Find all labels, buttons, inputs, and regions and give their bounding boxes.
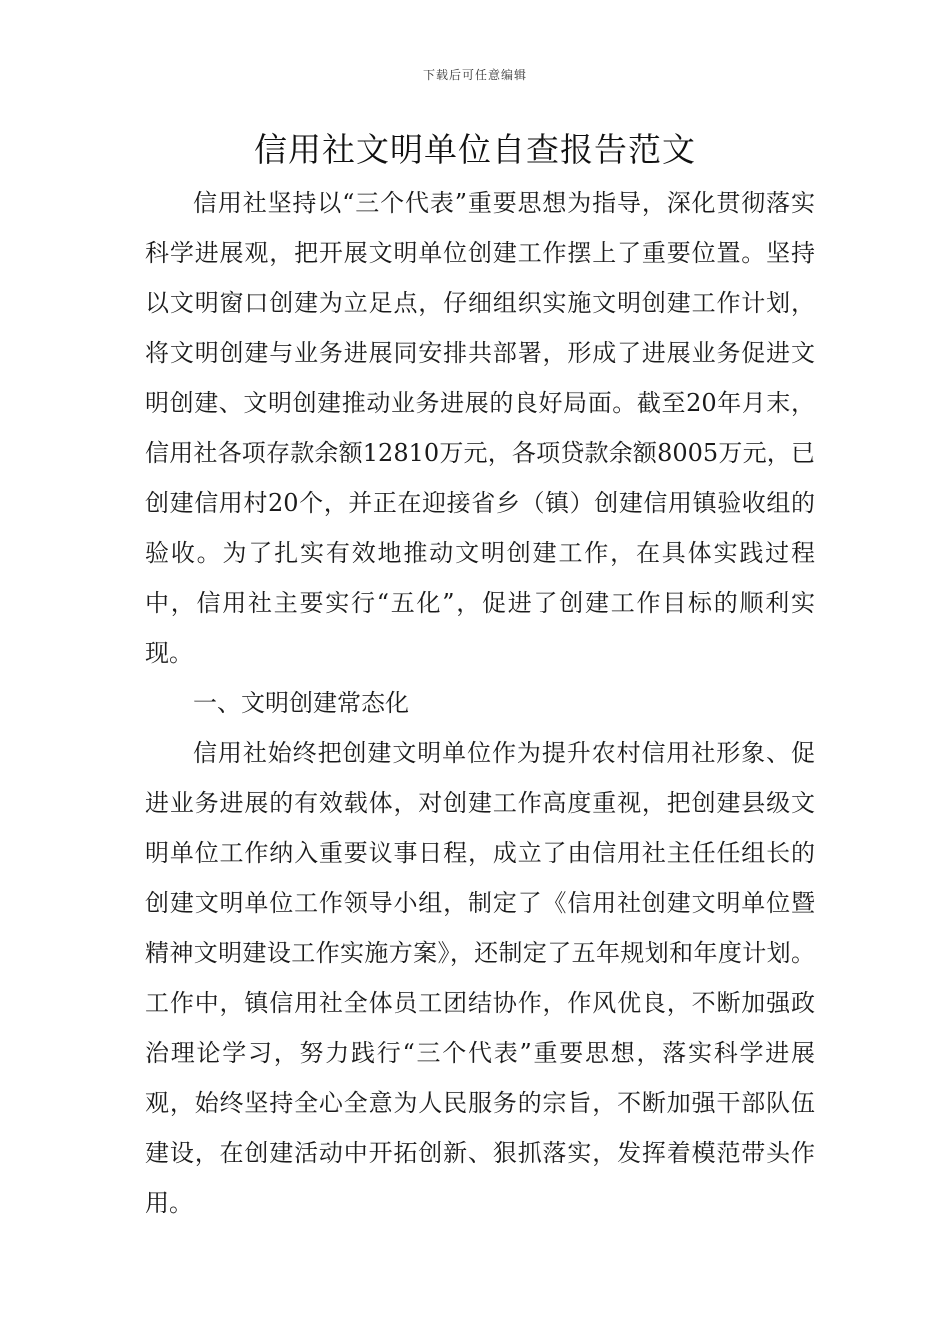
intro-paragraph: 信用社坚持以“三个代表”重要思想为指导，深化贯彻落实科学进展观，把开展文明单位创建工作摆上了重要位置。坚持以文明窗口创建为立足点，仔细组织实施文明创建工作计划，将文明创建与业务进展同安排共部署，形成了进展业务促进文明创建、文明创建推动业务进展的良好局面。截至20年月末，信用社各项存款余额12810万元，各项贷款余额8005万元，已创建信用村20个，并正在迎接省乡（镇）创建信用镇验收组的验收。为了扎实有效地推动文明创建工作，在具体实践过程中，信用社主要实行“五化”，促进了创建工作目标的顺利实现。 [145,189,815,667]
header-note: 下载后可任意编辑 [422,68,527,82]
section-paragraph: 信用社始终把创建文明单位作为提升农村信用社形象、促进业务进展的有效载体，对创建工作高度重视，把创建县级文明单位工作纳入重要议事日程，成立了由信用社主任任组长的创建文明单位工作领导小组，制定了《信用社创建文明单位暨精神文明建设工作实施方案》，还制定了五年规划和年度计划。工作中，镇信用社全体员工团结协作，作风优良，不断加强政治理论学习，努力践行“三个代表”重要思想，落实科学进展观，始终坚持全心全意为人民服务的宗旨，不断加强干部队伍建设，在创建活动中开拓创新、狠抓落实，发挥着模范带头作用。 [145,739,815,1217]
section-heading: 一、文明创建常态化 [193,689,409,717]
document-title: 信用社文明单位自查报告范文 [254,130,696,169]
document-body [145,178,815,1228]
